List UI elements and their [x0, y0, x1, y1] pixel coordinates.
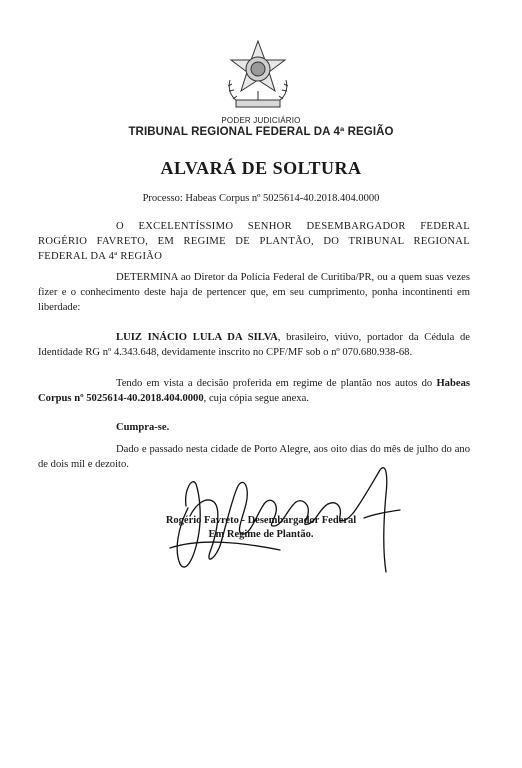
process-number: Processo: Habeas Corpus nº 5025614-40.2018.404.0000 [142, 193, 380, 204]
person-name: LUIZ INÁCIO LULA DA SILVA [116, 332, 278, 343]
reference-end: , cuja cópia segue anexa. [203, 393, 309, 404]
paragraph-authority-text: O EXCELENTÍSSIMO SENHOR DESEMBARGADOR FEDERAL ROGÉRIO FAVRETO, EM REGIME DE PLANTÃO, DO TRIBUNAL REGIONAL FEDERAL DA 4ª REGIÃO [38, 221, 470, 262]
date-place-text: Dado e passado nesta cidade de Porto Alegre, aos oito dias do mês de julho do ano de dois mil e dezoito. [38, 444, 470, 470]
org-name-line1: PODER JUDICIÁRIO [221, 116, 301, 125]
handwritten-signature [160, 446, 420, 586]
person-details: , brasileiro, viúvo, portador da Cédula de Identidade RG nº 4.343.648, devidamente inscrito no CPF/MF sob o nº 070.680.938-68. [38, 332, 470, 358]
document-title: ALVARÁ DE SOLTURA [160, 158, 362, 178]
org-name-line2: TRIBUNAL REGIONAL FEDERAL DA 4ª REGIÃO [128, 126, 394, 138]
reference-start: Tendo em vista a decisão proferida em regime de plantão nos autos do [116, 378, 437, 389]
paragraph-cumpra-se [38, 420, 470, 435]
paragraph-person [38, 330, 470, 360]
paragraph-determination [38, 270, 470, 315]
paragraph-authority [38, 219, 470, 264]
signer-name: Rogério Favreto - Desembargador Federal [165, 515, 357, 526]
paragraph-reference [38, 376, 470, 406]
paragraph-determination-text: DETERMINA ao Diretor da Polícia Federal de Curitiba/PR, ou a quem suas vezes fizer e o conhecimento deste haja de pertencer que, em seu cumprimento, ponha incontinenti em liberdade: [38, 272, 470, 313]
habeas-corpus-number: Habeas Corpus nº 5025614-40.2018.404.0000 [38, 378, 470, 404]
cumpra-se-text: Cumpra-se. [116, 422, 170, 433]
brasao-republica-icon [222, 38, 294, 114]
signer-regime: Em Regime de Plantão. [208, 529, 314, 540]
